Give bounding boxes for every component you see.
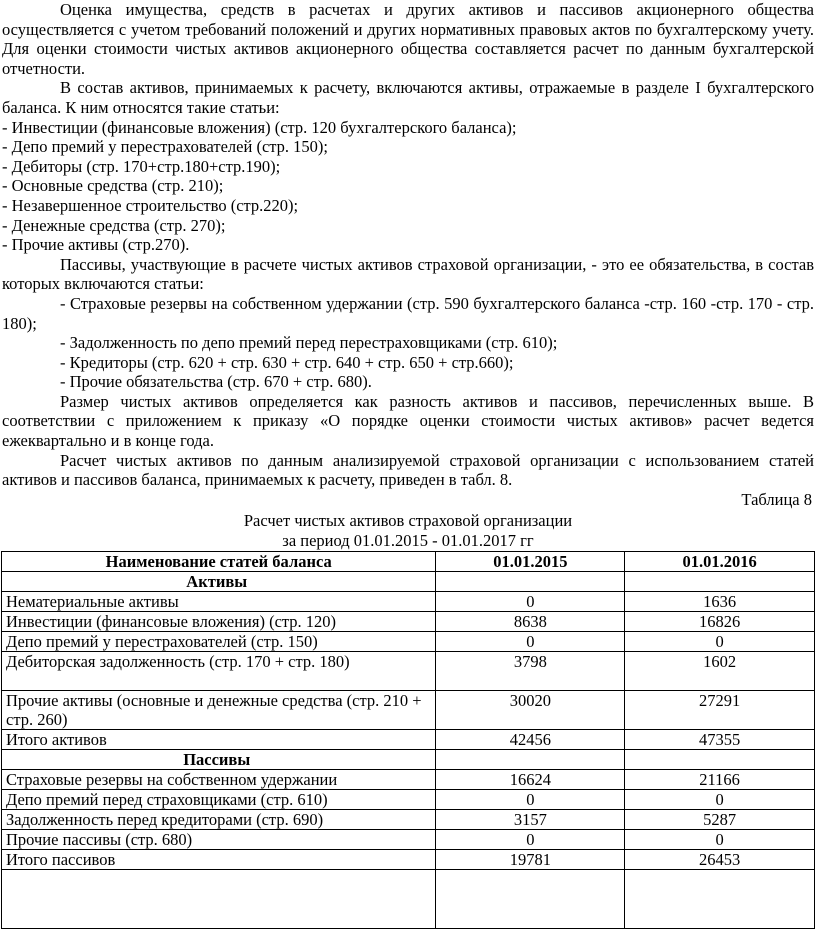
list-item: - Кредиторы (стр. 620 + стр. 630 + стр. 640 + стр. 650 + стр.660); <box>60 352 514 372</box>
section-heading: Пассивы <box>2 749 436 769</box>
section-row-liabilities <box>2 749 815 769</box>
list-item: - Депо премий у перестрахователей (стр. 150); <box>2 137 329 157</box>
value-2015: 42456 <box>436 729 625 749</box>
list-item: - Дебиторы (стр. 170+стр.180+стр.190); <box>2 156 281 176</box>
value-2015: 0 <box>436 789 625 809</box>
list-item: - Задолженность по депо премий перед перестраховщиками (стр. 610); <box>60 333 558 353</box>
value-2016: 5287 <box>625 809 815 829</box>
value-2016: 0 <box>625 829 815 849</box>
column-header: 01.01.2015 <box>436 551 625 571</box>
row-label: Итого активов <box>2 729 436 749</box>
table-row <box>2 690 815 729</box>
paragraph-table-ref: Расчет чистых активов по данным анализируемой страховой организации с использованием статей активов и пассивов баланса, принимаемых к расчету, приведен в табл. 8. <box>2 450 814 490</box>
row-label: Прочие пассивы (стр. 680) <box>2 829 436 849</box>
column-header: Наименование статей баланса <box>2 551 436 571</box>
asset-items-list <box>2 118 814 255</box>
row-label: Прочие активы (основные и денежные средства (стр. 210 + стр. 260) <box>2 690 436 729</box>
table-row <box>2 611 815 631</box>
table-row-total-assets <box>2 729 815 749</box>
paragraph-intro: Оценка имущества, средств в расчетах и других активов и пассивов акционерного общества осуществляется с учетом требований положений и других нормативных правовых актов по бухгалтерскому учету. Для оценки стоимости чистых активов акционерного общества составляется расчет по данным бухгалтерской отчетности. <box>2 0 814 78</box>
list-item: - Прочие активы (стр.270). <box>2 235 190 255</box>
table-header-row <box>2 551 815 571</box>
table-row <box>2 651 815 690</box>
paragraph-net-assets: Размер чистых активов определяется как разность активов и пассивов, перечисленных выше. В соответствии с приложением к приказу «О порядке оценки стоимости чистых активов» расчет ведется ежеквартально и в конце года. <box>2 391 814 451</box>
value-2016: 0 <box>625 631 815 651</box>
value-2015: 0 <box>436 591 625 611</box>
list-item: - Основные средства (стр. 210); <box>2 176 224 196</box>
document-page <box>2 0 814 929</box>
value-2016: 47355 <box>625 729 815 749</box>
row-label: Итого пассивов <box>2 849 436 869</box>
liability-items-list <box>2 294 814 392</box>
value-2015: 3157 <box>436 809 625 829</box>
column-header: 01.01.2016 <box>625 551 815 571</box>
value-2015: 19781 <box>436 849 625 869</box>
value-2015: 0 <box>436 631 625 651</box>
list-item: - Инвестиции (финансовые вложения) (стр. 120 бухгалтерского баланса); <box>2 117 517 137</box>
value-2015: 16624 <box>436 769 625 789</box>
value-2015: 8638 <box>436 611 625 631</box>
row-label: Депо премий перед страховщиками (стр. 610) <box>2 789 436 809</box>
section-heading: Активы <box>2 571 436 591</box>
table-label: Таблица 8 <box>741 489 812 509</box>
row-label: Нематериальные активы <box>2 591 436 611</box>
list-item: - Денежные средства (стр. 270); <box>2 215 226 235</box>
value-2016: 27291 <box>625 690 815 729</box>
row-label: Дебиторская задолженность (стр. 170 + стр. 180) <box>2 651 436 690</box>
list-item: - Страховые резервы на собственном удержании (стр. 590 бухгалтерского баланса -стр. 160 -стр. 170 - стр. 180); <box>2 293 814 333</box>
table-row-empty <box>2 869 815 928</box>
section-row-assets <box>2 571 815 591</box>
value-2015: 0 <box>436 829 625 849</box>
value-2016: 26453 <box>625 849 815 869</box>
row-label: Задолженность перед кредиторами (стр. 690) <box>2 809 436 829</box>
list-item: - Незавершенное строительство (стр.220); <box>2 195 299 215</box>
value-2016: 16826 <box>625 611 815 631</box>
table-row <box>2 789 815 809</box>
paragraph-liabilities-intro: Пассивы, участвующие в расчете чистых активов страховой организации, - это ее обязательства, в состав которых включаются статьи: <box>2 254 814 294</box>
table-period: за период 01.01.2015 - 01.01.2017 гг <box>282 531 534 551</box>
row-label: Депо премий у перестрахователей (стр. 150) <box>2 631 436 651</box>
row-label: Инвестиции (финансовые вложения) (стр. 120) <box>2 611 436 631</box>
table-title: Расчет чистых активов страховой организации <box>243 511 573 531</box>
value-2016: 0 <box>625 789 815 809</box>
paragraph-assets-intro: В состав активов, принимаемых к расчету, включаются активы, отражаемые в разделе I бухгалтерского баланса. К ним относятся такие статьи: <box>2 78 814 117</box>
list-item: - Прочие обязательства (стр. 670 + стр. 680). <box>60 372 372 392</box>
table-row-total-liabilities <box>2 849 815 869</box>
value-2015: 30020 <box>436 690 625 729</box>
table-row <box>2 829 815 849</box>
table-row <box>2 769 815 789</box>
value-2016: 1602 <box>625 651 815 690</box>
table-row <box>2 591 815 611</box>
net-assets-table <box>1 551 815 929</box>
value-2016: 1636 <box>625 591 815 611</box>
row-label: Страховые резервы на собственном удержании <box>2 769 436 789</box>
value-2015: 3798 <box>436 651 625 690</box>
value-2016: 21166 <box>625 769 815 789</box>
table-row <box>2 631 815 651</box>
table-row <box>2 809 815 829</box>
